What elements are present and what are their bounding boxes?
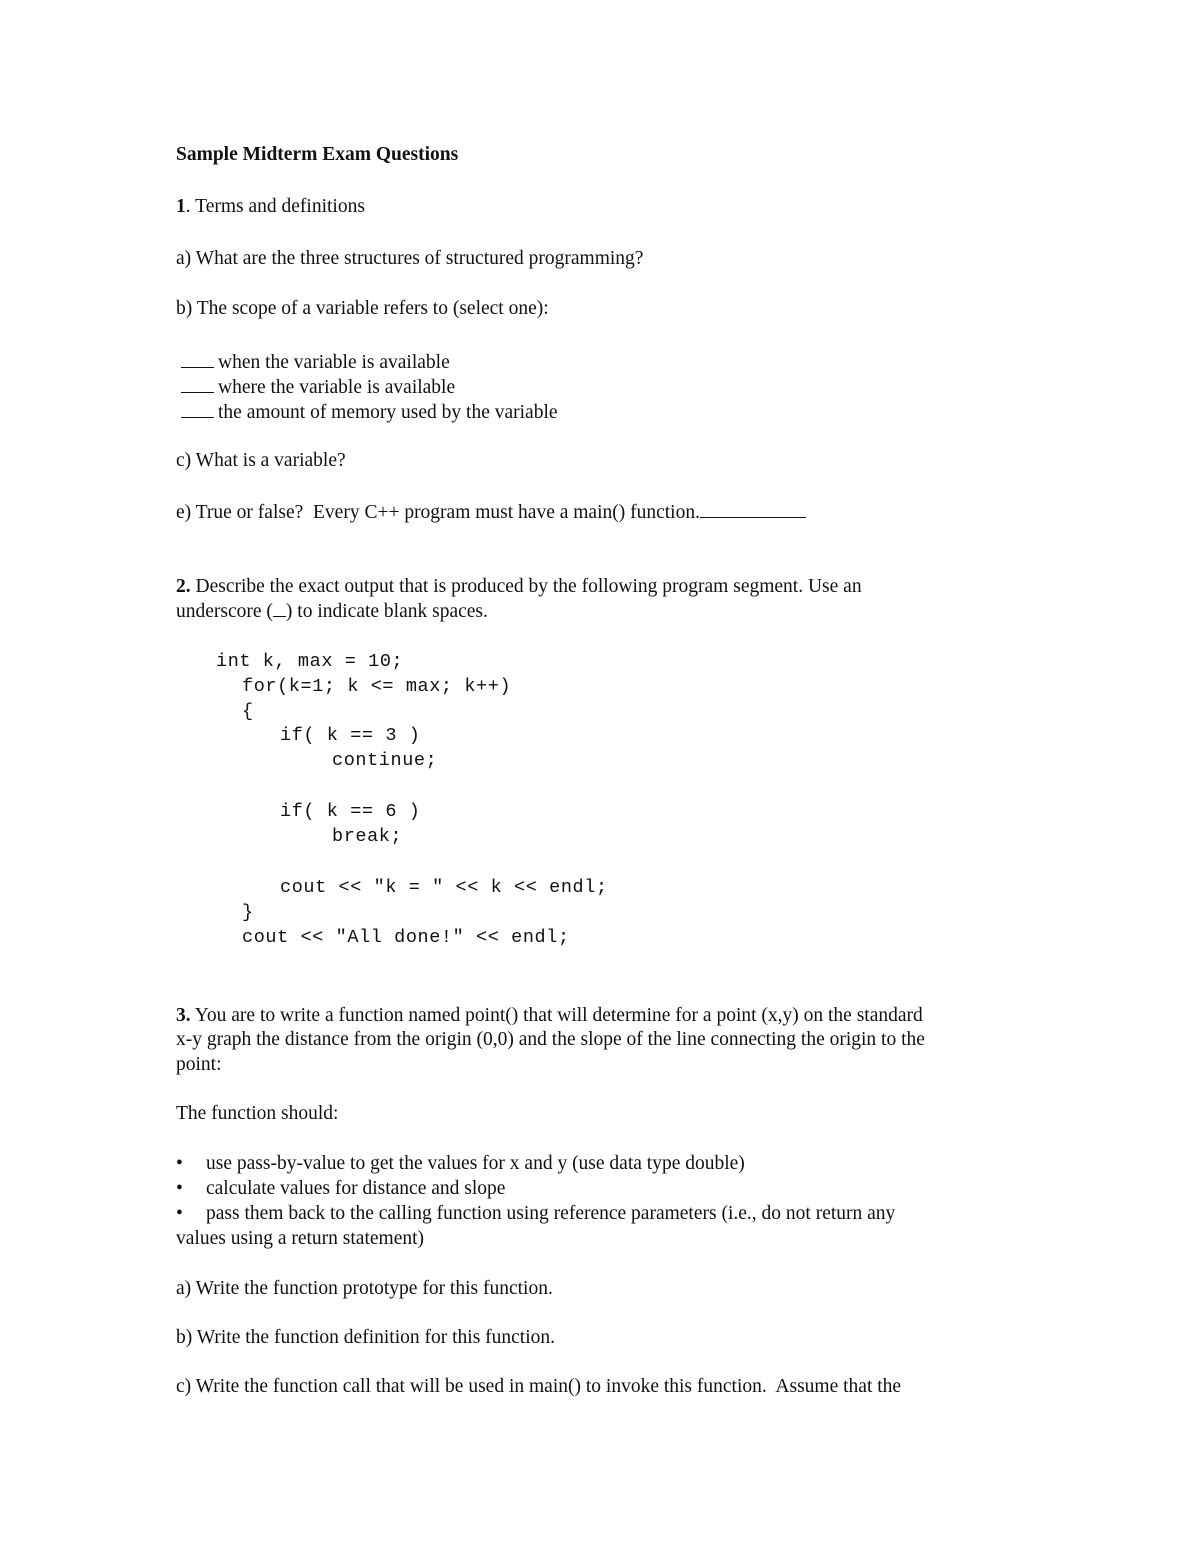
q2-text-1: Describe the exact output that is produced by the following program segment. Use an xyxy=(190,576,862,597)
answer-blank-long[interactable] xyxy=(700,499,806,518)
q1-option-1[interactable] xyxy=(181,349,450,375)
q3-part-a: a) Write the function prototype for this function. xyxy=(176,1278,553,1299)
q1-heading-text: . Terms and definitions xyxy=(185,196,365,217)
q1-option-3-text: the amount of memory used by the variable xyxy=(218,402,558,423)
q3-bullet-3-text: pass them back to the calling function using reference parameters (i.e., do not return any xyxy=(206,1203,896,1224)
q3-line-3: point: xyxy=(176,1054,222,1075)
q1-part-e-text: e) True or false? Every C++ program must have a main() function. xyxy=(176,502,700,523)
q1-part-c: c) What is a variable? xyxy=(176,450,346,471)
q2-line-2 xyxy=(176,600,488,624)
q1-option-2[interactable] xyxy=(181,374,455,400)
code-line: if( k == 6 ) xyxy=(280,801,421,822)
bullet-icon: • xyxy=(176,1203,183,1224)
q3-number: 3. xyxy=(176,1005,191,1026)
q1-part-e xyxy=(176,499,806,525)
answer-blank[interactable] xyxy=(181,399,214,418)
code-line: continue; xyxy=(332,750,438,771)
underscore-sample xyxy=(273,600,286,617)
q1-number: 1 xyxy=(176,196,186,217)
q2-text-2a: underscore ( xyxy=(176,601,273,622)
code-line: { xyxy=(242,701,254,722)
q3-bullet-2-text: calculate values for distance and slope xyxy=(206,1178,506,1199)
q1-option-2-text: where the variable is available xyxy=(218,377,456,398)
q3-part-b: b) Write the function definition for this function. xyxy=(176,1327,556,1348)
answer-blank[interactable] xyxy=(181,349,214,368)
answer-blank[interactable] xyxy=(181,374,214,393)
q2-line-1 xyxy=(176,575,862,599)
q1-option-1-text: when the variable is available xyxy=(218,352,450,373)
q3-bullet-1-text: use pass-by-value to get the values for x and y (use data type double) xyxy=(206,1153,745,1174)
q3-should: The function should: xyxy=(176,1103,339,1124)
q3-bullet-3-continued: values using a return statement) xyxy=(176,1228,425,1249)
code-line: int k, max = 10; xyxy=(216,651,404,672)
bullet-icon: • xyxy=(176,1178,183,1199)
q1-part-b: b) The scope of a variable refers to (select one): xyxy=(176,298,549,319)
q3-part-c: c) Write the function call that will be used in main() to invoke this function. Assume that the xyxy=(176,1376,902,1397)
code-line: if( k == 3 ) xyxy=(280,725,421,746)
q2-text-2b: ) to indicate blank spaces. xyxy=(285,601,488,622)
q1-heading xyxy=(176,195,365,219)
code-line: break; xyxy=(332,826,403,847)
q1-part-a: a) What are the three structures of structured programming? xyxy=(176,248,644,269)
code-line: } xyxy=(242,902,254,923)
q3-line-2: x-y graph the distance from the origin (0,0) and the slope of the line connecting the origin to the xyxy=(176,1029,925,1050)
code-line: cout << "k = " << k << endl; xyxy=(280,877,608,898)
q3-text-1: You are to write a function named point() that will determine for a point (x,y) on the standard xyxy=(190,1005,923,1026)
bullet-icon: • xyxy=(176,1153,183,1174)
page-title: Sample Midterm Exam Questions xyxy=(176,144,459,165)
q3-bullet-2 xyxy=(176,1177,505,1201)
code-line: cout << "All done!" << endl; xyxy=(242,927,570,948)
q3-bullet-1 xyxy=(176,1152,745,1176)
q3-bullet-3 xyxy=(176,1202,895,1226)
q2-number: 2. xyxy=(176,576,191,597)
q3-line-1 xyxy=(176,1004,923,1028)
code-line: for(k=1; k <= max; k++) xyxy=(242,676,512,697)
q1-option-3[interactable] xyxy=(181,399,558,425)
